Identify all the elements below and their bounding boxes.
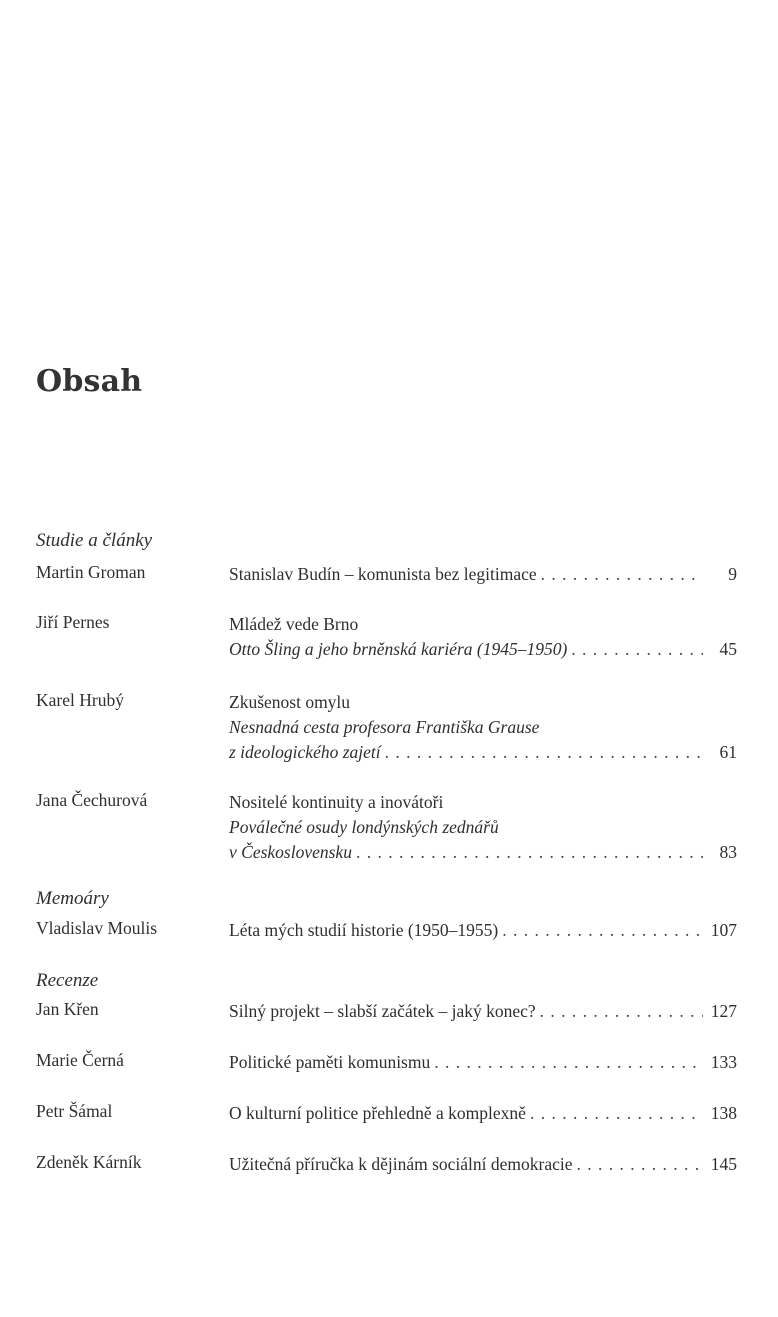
toc-entry-subtitle: Poválečné osudy londýnských zednářů <box>229 817 499 837</box>
toc-author: Jan Křen <box>36 999 99 1019</box>
toc-entry-title: Zkušenost omylu <box>229 692 351 712</box>
toc-entry-subtitle: Nesnadná cesta profesora Františka Grause <box>229 717 540 737</box>
toc-entry[interactable] <box>229 690 737 765</box>
toc-page-number: 138 <box>710 1103 737 1123</box>
toc-entry-subtitle: v Československu <box>229 842 352 862</box>
toc-entry-title: Stanislav Budín – komunista bez legitimace <box>229 564 537 584</box>
toc-page-number: 83 <box>719 842 737 862</box>
toc-entry-subtitle: z ideologického zajetí <box>229 742 381 762</box>
toc-author: Vladislav Moulis <box>36 918 158 938</box>
toc-page-number: 61 <box>719 742 737 762</box>
page-title: Obsah <box>36 364 143 399</box>
toc-page-number: 45 <box>719 639 737 659</box>
toc-entry-title: Silný projekt – slabší začátek – jaký konec? <box>229 1001 536 1021</box>
toc-author: Karel Hrubý <box>36 690 124 710</box>
toc-entry-title: O kulturní politice přehledně a komplexně <box>229 1103 526 1123</box>
toc-author: Marie Černá <box>36 1050 124 1070</box>
dot-leader <box>430 1050 703 1075</box>
toc-entry[interactable] <box>229 1101 737 1126</box>
toc-entry[interactable] <box>229 1152 737 1177</box>
dot-leader <box>498 918 703 943</box>
toc-page-number: 133 <box>710 1052 737 1072</box>
dot-leader <box>526 1101 703 1126</box>
toc-entry[interactable] <box>229 1050 737 1075</box>
section-heading-memoary: Memoáry <box>36 888 109 909</box>
dot-leader <box>573 1152 703 1177</box>
toc-entry[interactable] <box>229 612 737 662</box>
toc-entry-title: Nositelé kontinuity a inovátoři <box>229 792 444 812</box>
toc-author: Jiří Pernes <box>36 612 110 632</box>
toc-author: Petr Šámal <box>36 1101 113 1121</box>
toc-entry-title: Léta mých studií historie (1950–1955) <box>229 920 499 940</box>
toc-page-number: 9 <box>728 564 737 584</box>
toc-entry-title: Užitečná příručka k dějinám sociální demokracie <box>229 1154 573 1174</box>
dot-leader <box>352 840 703 865</box>
toc-page-number: 127 <box>710 1001 737 1021</box>
dot-leader <box>536 999 703 1024</box>
toc-entry-subtitle: Otto Šling a jeho brněnská kariéra (1945–1950) <box>229 639 568 659</box>
toc-page-number: 107 <box>710 920 737 940</box>
toc-entry[interactable] <box>229 999 737 1024</box>
dot-leader <box>381 740 703 765</box>
dot-leader <box>567 637 703 662</box>
section-heading-recenze: Recenze <box>36 970 99 991</box>
section-heading-studie: Studie a články <box>36 530 153 551</box>
toc-entry[interactable] <box>229 790 737 865</box>
toc-entry[interactable] <box>229 918 737 943</box>
toc-entry-title: Mládež vede Brno <box>229 614 359 634</box>
dot-leader <box>537 562 703 587</box>
toc-author: Jana Čechurová <box>36 790 148 810</box>
toc-entry-title: Politické paměti komunismu <box>229 1052 431 1072</box>
toc-entry[interactable] <box>229 562 737 587</box>
toc-author: Martin Groman <box>36 562 146 582</box>
toc-page-number: 145 <box>710 1154 737 1174</box>
toc-author: Zdeněk Kárník <box>36 1152 142 1172</box>
